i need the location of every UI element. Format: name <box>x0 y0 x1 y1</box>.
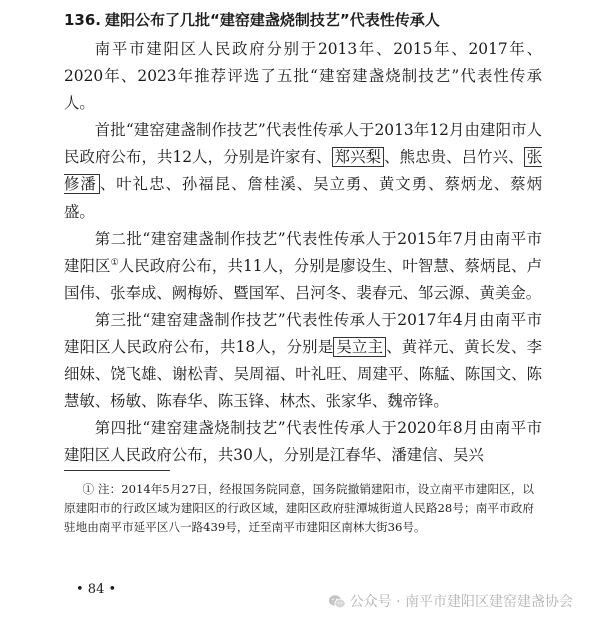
watermark-text: 公众号 · 南平市建阳区建窑建盏协会 <box>349 594 573 610</box>
boxed-name: 张修潘 <box>64 148 542 194</box>
section-number: 136. <box>64 11 102 29</box>
paragraph-first-batch <box>64 117 542 225</box>
paragraph-text: 首批“建窑建盏制作技艺”代表性传承人于2013年12月由建阳市人民政府公布，共12人，分别是许家有、 <box>64 121 542 167</box>
paragraph-text: 、黄祥元、黄长发、李细妹、饶飞雄、谢松青、吴周福、叶礼旺、周建平、陈艋、陈国文、陈慧敏、杨敏、陈春华、陈玉锋、林杰、张家华、魏帝锋。 <box>64 338 542 411</box>
footnote-divider <box>64 470 170 471</box>
section-title <box>64 8 440 32</box>
paragraph-second-batch <box>64 226 542 307</box>
paragraph-text: 、熊忠贵、吕竹兴、 <box>384 148 524 167</box>
watermark <box>328 590 573 614</box>
paragraph-text: 人民政府公布，共11人，分别是廖设生、叶智慧、蔡炳昆、卢国伟、张奉成、阙梅娇、暨国军、吕河冬、裴春元、邹云源、黄美金。 <box>64 256 542 302</box>
wechat-icon <box>328 594 346 610</box>
paragraph-text: 第二批“建窑建盏制作技艺”代表性传承人于2015年7月由南平市建阳区 <box>64 229 542 275</box>
boxed-name: 吴立主 <box>333 337 386 357</box>
paragraph-third-batch <box>64 307 542 415</box>
footnote-marker[interactable]: ① <box>110 257 119 268</box>
page-number: • 84 • <box>76 582 117 597</box>
paragraph-fourth-batch: 第四批“建窑建盏烧制技艺”代表性传承人于2020年8月由南平市建阳区人民政府公布，共30人，分别是江春华、潘建信、吴兴 <box>64 419 542 465</box>
paragraph-text: 第三批“建窑建盏制作技艺”代表性传承人于2017年4月由南平市建阳区人民政府公布，共18人，分别是 <box>64 310 542 357</box>
body-text <box>64 36 542 470</box>
footnote-text: ① 注：2014年5月27日，经报国务院同意，国务院撤销建阳市，设立南平市建阳区，以原建阳市的行政区域为建阳区的行政区域，建阳区政府驻潭城街道人民路28号；南平市政府驻地由南平市延平区八一路439号，迁至南平市建阳区南林大街36号。 <box>64 482 534 534</box>
footnote <box>64 480 534 537</box>
paragraph-intro: 南平市建阳区人民政府分别于2013年、2015年、2017年、2020年、2023年推荐评选了五批“建窑建盏烧制技艺”代表性传承人。 <box>64 40 542 113</box>
section-title-text: 建阳公布了几批“建窑建盏烧制技艺”代表性传承人 <box>105 11 440 29</box>
boxed-name: 郑兴梨 <box>332 147 385 167</box>
paragraph-text: 、叶礼忠、孙福昆、詹桂溪、吴立勇、黄文勇、蔡炳龙、蔡炳盛。 <box>64 175 542 221</box>
